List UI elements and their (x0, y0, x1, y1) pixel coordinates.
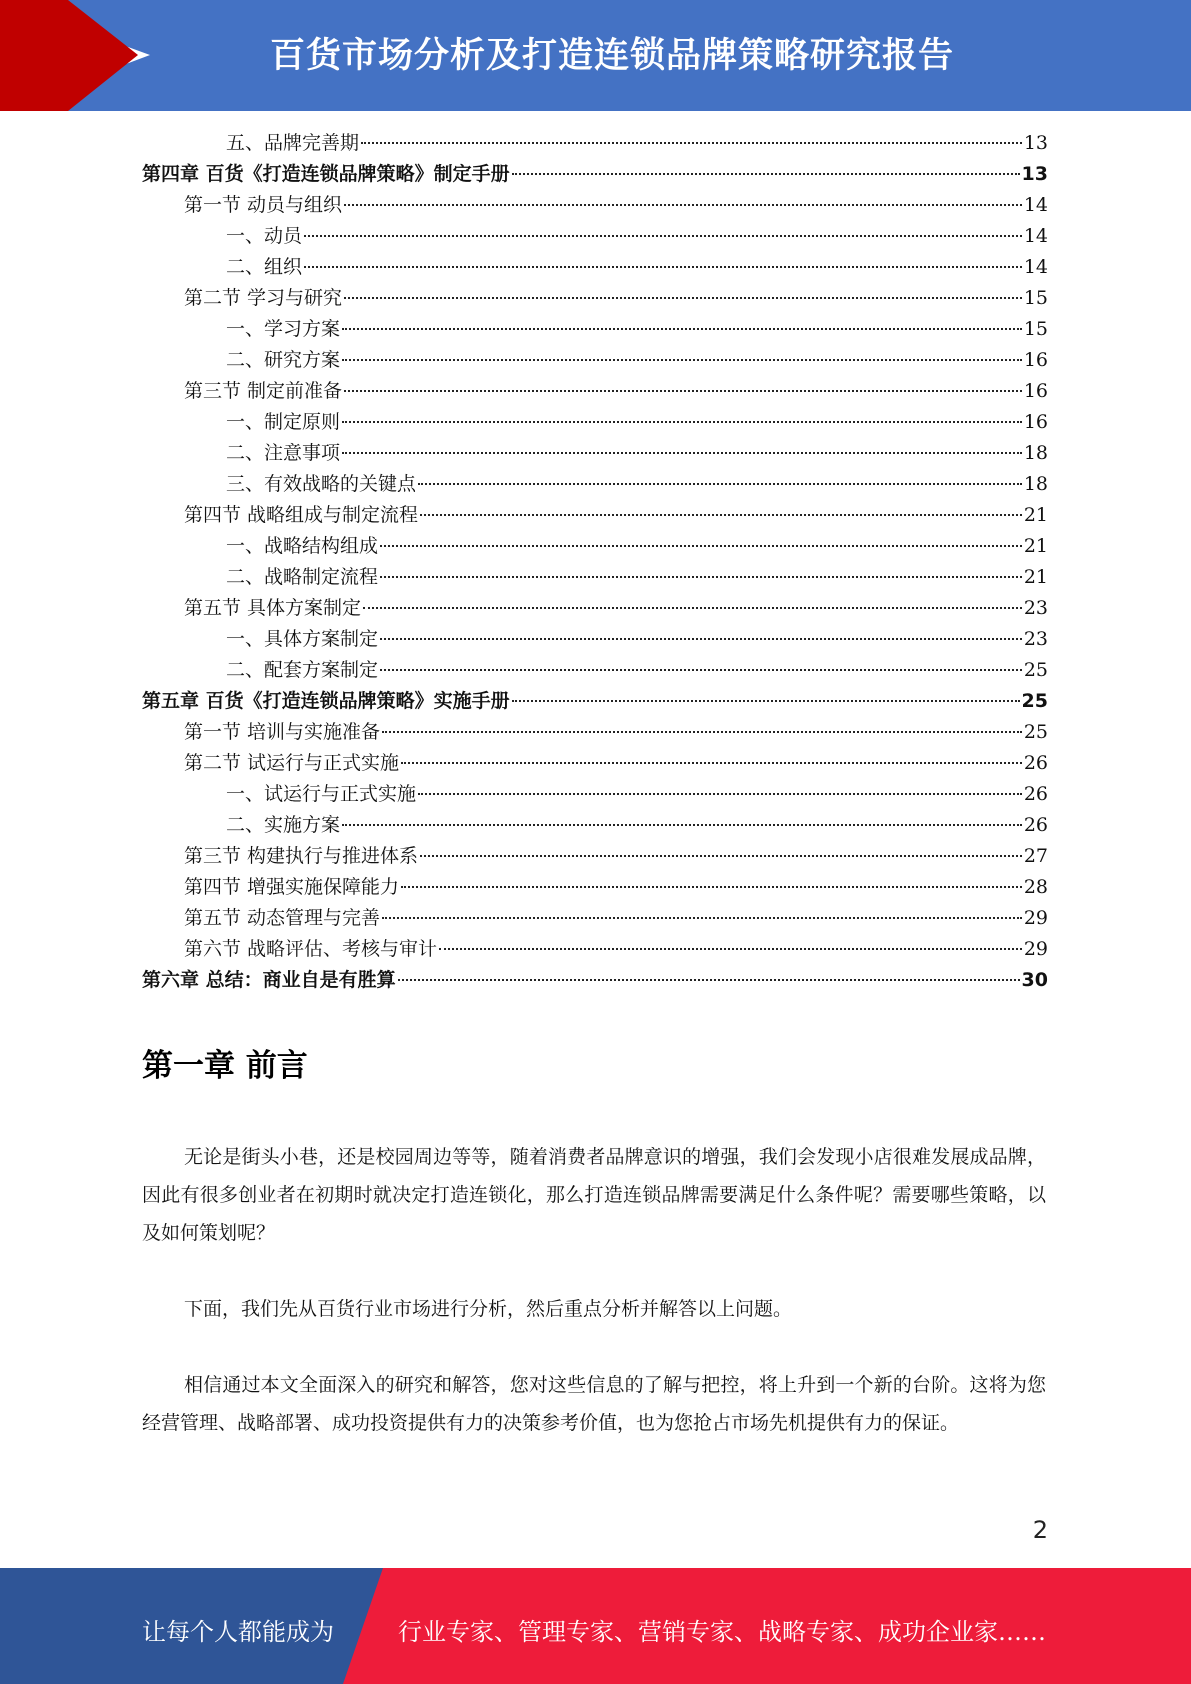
toc-entry[interactable] (226, 128, 1048, 159)
body-paragraph: 无论是街头小巷，还是校园周边等等，随着消费者品牌意识的增强，我们会发现小店很难发展成品牌，因此有很多创业者在初期时就决定打造连锁化，那么打造连锁品牌需要满足什么条件呢？需要哪些策略，以及如何策划呢？ (142, 1146, 1046, 1244)
toc-entry[interactable] (184, 190, 1048, 221)
toc-entry-label: 第六章 总结：商业自是有胜算 (142, 969, 396, 991)
toc-entry-label: 一、制定原则 (226, 411, 341, 433)
toc-entry[interactable] (226, 624, 1048, 655)
toc-entry-label: 第五节 动态管理与完善 (184, 907, 381, 929)
toc-entry-page: 16 (1023, 349, 1048, 371)
toc-dot-leader (380, 638, 1022, 640)
toc-entry-label: 二、注意事项 (226, 442, 341, 464)
toc-entry-page: 26 (1023, 814, 1048, 836)
toc-entry-label: 第四节 增强实施保障能力 (184, 876, 400, 898)
toc-entry[interactable] (184, 748, 1048, 779)
toc-entry[interactable] (184, 376, 1048, 407)
toc-entry-page: 26 (1023, 752, 1048, 774)
toc-entry[interactable] (184, 841, 1048, 872)
toc-entry-label: 第二节 学习与研究 (184, 287, 343, 309)
toc-entry-page: 28 (1023, 876, 1048, 898)
toc-entry-label: 第三节 构建执行与推进体系 (184, 845, 419, 867)
toc-entry-label: 第四章 百货《打造连锁品牌策略》制定手册 (142, 163, 510, 185)
toc-entry[interactable] (142, 159, 1048, 190)
toc-entry-page: 21 (1023, 504, 1048, 526)
toc-dot-leader (363, 607, 1022, 609)
toc-dot-leader (420, 514, 1022, 516)
toc-dot-leader (342, 328, 1022, 330)
toc-dot-leader (420, 855, 1022, 857)
toc-entry-page: 29 (1023, 907, 1048, 929)
toc-entry-label: 第五节 具体方案制定 (184, 597, 362, 619)
body-paragraph: 下面，我们先从百货行业市场进行分析，然后重点分析并解答以上问题。 (184, 1298, 793, 1320)
toc-entry-page: 21 (1023, 566, 1048, 588)
toc-entry-page: 13 (1023, 132, 1048, 154)
toc-entry[interactable] (226, 407, 1048, 438)
toc-entry-page: 23 (1023, 597, 1048, 619)
toc-entry[interactable] (226, 779, 1048, 810)
page-footer (0, 1568, 1191, 1684)
toc-dot-leader (380, 545, 1022, 547)
toc-entry-label: 第五章 百货《打造连锁品牌策略》实施手册 (142, 690, 510, 712)
toc-entry-label: 一、学习方案 (226, 318, 341, 340)
toc-entry-page: 25 (1023, 721, 1048, 743)
toc-dot-leader (380, 576, 1022, 578)
toc-entry-page: 23 (1023, 628, 1048, 650)
toc-entry[interactable] (226, 438, 1048, 469)
toc-entry-page: 25 (1021, 690, 1048, 712)
toc-entry-label: 二、战略制定流程 (226, 566, 379, 588)
toc-entry-page: 14 (1023, 256, 1048, 278)
toc-dot-leader (344, 390, 1022, 392)
toc-entry[interactable] (142, 686, 1048, 717)
footer-slogan-left: 让每个人都能成为 (142, 1618, 334, 1646)
toc-entry[interactable] (226, 314, 1048, 345)
toc-entry-label: 二、研究方案 (226, 349, 341, 371)
toc-entry-page: 13 (1021, 163, 1048, 185)
toc-entry-page: 16 (1023, 380, 1048, 402)
toc-entry-label: 一、试运行与正式实施 (226, 783, 417, 805)
toc-entry-label: 二、配套方案制定 (226, 659, 379, 681)
toc-entry-page: 25 (1023, 659, 1048, 681)
toc-entry[interactable] (226, 655, 1048, 686)
toc-entry-label: 第四节 战略组成与制定流程 (184, 504, 419, 526)
toc-entry[interactable] (184, 593, 1048, 624)
toc-dot-leader (512, 700, 1020, 702)
toc-entry-page: 18 (1023, 442, 1048, 464)
toc-dot-leader (344, 297, 1022, 299)
toc-entry-label: 二、实施方案 (226, 814, 341, 836)
toc-dot-leader (342, 421, 1022, 423)
toc-entry[interactable] (184, 283, 1048, 314)
toc-entry[interactable] (226, 469, 1048, 500)
toc-entry-label: 五、品牌完善期 (226, 132, 360, 154)
toc-dot-leader (304, 235, 1022, 237)
toc-dot-leader (382, 731, 1022, 733)
report-title: 百货市场分析及打造连锁品牌策略研究报告 (270, 36, 955, 76)
toc-dot-leader (398, 979, 1020, 981)
toc-entry-page: 15 (1023, 318, 1048, 340)
toc-dot-leader (380, 669, 1022, 671)
toc-dot-leader (401, 886, 1022, 888)
toc-entry-label: 一、战略结构组成 (226, 535, 379, 557)
toc-entry[interactable] (142, 965, 1048, 996)
toc-entry-page: 26 (1023, 783, 1048, 805)
toc-entry-label: 三、有效战略的关键点 (226, 473, 417, 495)
body-paragraph: 相信通过本文全面深入的研究和解答，您对这些信息的了解与把控，将上升到一个新的台阶。这将为您经营管理、战略部署、成功投资提供有力的决策参考价值，也为您抢占市场先机提供有力的保证。 (142, 1374, 1046, 1434)
toc-dot-leader (418, 483, 1022, 485)
toc-entry-page: 21 (1023, 535, 1048, 557)
toc-entry[interactable] (184, 500, 1048, 531)
toc-entry-label: 二、组织 (226, 256, 303, 278)
header-red-arrow-icon (68, 0, 138, 111)
toc-entry-label: 一、具体方案制定 (226, 628, 379, 650)
toc-entry[interactable] (226, 531, 1048, 562)
page-number: 2 (1032, 1516, 1048, 1544)
toc-entry-page: 15 (1023, 287, 1048, 309)
toc-entry-page: 29 (1023, 938, 1048, 960)
toc-entry-label: 第六节 战略评估、考核与审计 (184, 938, 438, 960)
toc-dot-leader (361, 142, 1022, 144)
toc-entry[interactable] (226, 562, 1048, 593)
toc-entry-label: 一、动员 (226, 225, 303, 247)
toc-dot-leader (342, 824, 1022, 826)
toc-entry-page: 30 (1021, 969, 1048, 991)
toc-entry[interactable] (184, 872, 1048, 903)
chapter-heading: 第一章 前言 (142, 1048, 308, 1084)
toc-dot-leader (382, 917, 1022, 919)
toc-entry[interactable] (184, 903, 1048, 934)
toc-entry-label: 第一节 培训与实施准备 (184, 721, 381, 743)
toc-dot-leader (418, 793, 1022, 795)
toc-entry-page: 16 (1023, 411, 1048, 433)
footer-slogan-right: 行业专家、管理专家、营销专家、战略专家、成功企业家…… (398, 1618, 1046, 1646)
toc-dot-leader (344, 204, 1022, 206)
toc-dot-leader (439, 948, 1022, 950)
toc-entry[interactable] (226, 345, 1048, 376)
toc-entry[interactable] (184, 934, 1048, 965)
toc-dot-leader (304, 266, 1022, 268)
toc-dot-leader (401, 762, 1022, 764)
toc-entry[interactable] (226, 810, 1048, 841)
toc-dot-leader (512, 173, 1020, 175)
toc-entry-label: 第一节 动员与组织 (184, 194, 343, 216)
toc-entry-page: 18 (1023, 473, 1048, 495)
toc-entry-page: 14 (1023, 194, 1048, 216)
toc-entry[interactable] (226, 221, 1048, 252)
page-header (0, 0, 1191, 111)
toc-dot-leader (342, 359, 1022, 361)
toc-dot-leader (342, 452, 1022, 454)
toc-entry-label: 第二节 试运行与正式实施 (184, 752, 400, 774)
header-red-block (0, 0, 68, 111)
toc-entry-page: 27 (1023, 845, 1048, 867)
toc-entry[interactable] (184, 717, 1048, 748)
toc-entry[interactable] (226, 252, 1048, 283)
toc-entry-page: 14 (1023, 225, 1048, 247)
toc-entry-label: 第三节 制定前准备 (184, 380, 343, 402)
